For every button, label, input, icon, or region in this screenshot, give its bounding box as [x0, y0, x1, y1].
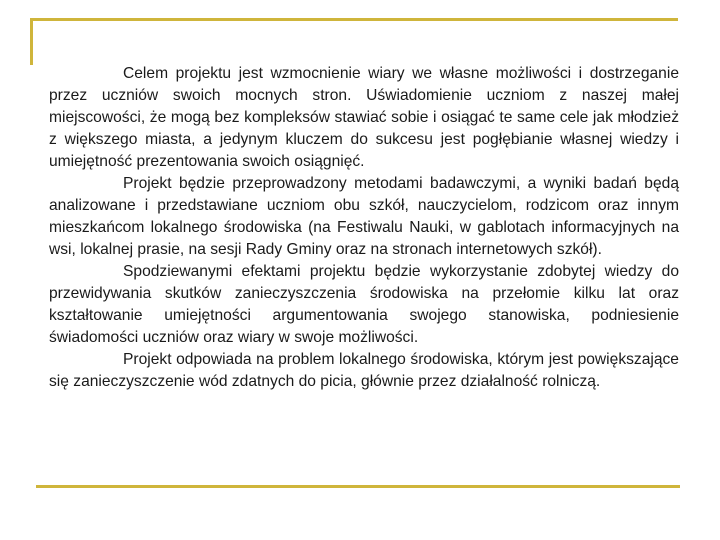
frame-top-line — [30, 18, 678, 21]
frame-left-line — [30, 18, 33, 65]
slide-body-text — [49, 63, 679, 393]
paragraph-methods: Projekt będzie przeprowadzony metodami badawczymi, a wyniki badań będą analizowane i przedstawiane uczniom obu szkół, nauczycielom, rodzicom oraz innym mieszkańcom lokalnego środowiska (na Festiwalu Nauki, w gablotach informacyjnych na wsi, lokalnej prasie, na sesji Rady Gminy oraz na stronach internetowych szkół). — [49, 175, 679, 258]
frame-bottom-line — [36, 485, 680, 488]
paragraph-problem: Projekt odpowiada na problem lokalnego środowiska, którym jest powiększające się zanieczyszczenie wód zdatnych do picia, głównie przez działalność rolniczą. — [49, 351, 679, 390]
paragraph-effects: Spodziewanymi efektami projektu będzie wykorzystanie zdobytej wiedzy do przewidywania skutków zanieczyszczenia środowiska na przełomie kilku lat oraz kształtowanie umiejętności argumentowania swojego stanowiska, podniesienie świadomości uczniów oraz wiary w swoje możliwości. — [49, 263, 679, 346]
paragraph-goal: Celem projektu jest wzmocnienie wiary we własne możliwości i dostrzeganie przez uczniów swoich mocnych stron. Uświadomienie uczniom z naszej małej miejscowości, że mogą bez kompleksów stawiać sobie i osiągać te same cele jak młodzież z większego miasta, a jedynym kluczem do sukcesu jest pogłębianie własnej wiedzy i umiejętność prezentowania swoich osiągnięć. — [49, 65, 679, 170]
